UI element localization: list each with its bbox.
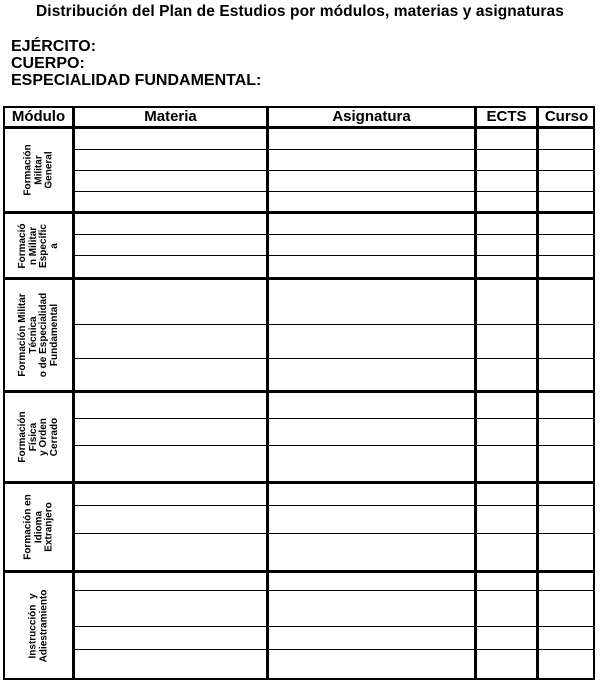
study-plan-table	[3, 106, 595, 680]
cuerpo-field-label: CUERPO:	[11, 55, 85, 72]
column-divider-ects	[474, 108, 477, 678]
module-label: Formació n Militar Específic a	[16, 222, 59, 269]
page-title: Distribución del Plan de Estudios por módulos, materias y asignaturas	[36, 3, 564, 20]
module-label: Formación en Idioma Extranjero	[21, 494, 54, 560]
module-label: Formación Militar Técnica o de Especialidad Fundamental	[16, 292, 59, 378]
module-separator	[5, 277, 595, 280]
row-separator	[75, 649, 595, 650]
header-curso: Curso	[544, 108, 589, 125]
header-divider	[5, 126, 595, 129]
especialidad-field-label: ESPECIALIDAD FUNDAMENTAL:	[11, 72, 262, 89]
module-label: Formación Militar General	[21, 144, 54, 196]
row-separator	[75, 505, 595, 506]
row-separator	[75, 324, 595, 325]
row-separator	[75, 626, 595, 627]
module-label: Formación Física y Orden Cerrado	[16, 411, 59, 463]
module-cell	[5, 484, 72, 570]
module-cell	[5, 129, 72, 211]
row-separator	[75, 418, 595, 419]
column-divider-curso	[536, 108, 539, 678]
row-separator	[75, 255, 595, 256]
module-label: Instrucción y Adiestramiento	[27, 589, 49, 662]
module-separator	[5, 211, 595, 214]
module-separator	[5, 481, 595, 484]
header-modulo: Módulo	[11, 108, 66, 125]
header-ects: ECTS	[486, 108, 527, 125]
module-cell	[5, 280, 72, 390]
module-separator	[5, 570, 595, 573]
row-separator	[75, 445, 595, 446]
column-divider-asignatura	[266, 108, 269, 678]
row-separator	[75, 149, 595, 150]
module-cell	[5, 573, 72, 678]
module-cell	[5, 214, 72, 277]
ejercito-field-label: EJÉRCITO:	[11, 38, 97, 55]
row-separator	[75, 170, 595, 171]
row-separator	[75, 358, 595, 359]
row-separator	[75, 590, 595, 591]
row-separator	[75, 191, 595, 192]
row-separator	[75, 234, 595, 235]
header-materia: Materia	[144, 108, 197, 125]
module-cell	[5, 393, 72, 481]
row-separator	[75, 533, 595, 534]
module-separator	[5, 390, 595, 393]
header-asignatura: Asignatura	[332, 108, 411, 125]
column-divider-materia	[72, 108, 75, 678]
